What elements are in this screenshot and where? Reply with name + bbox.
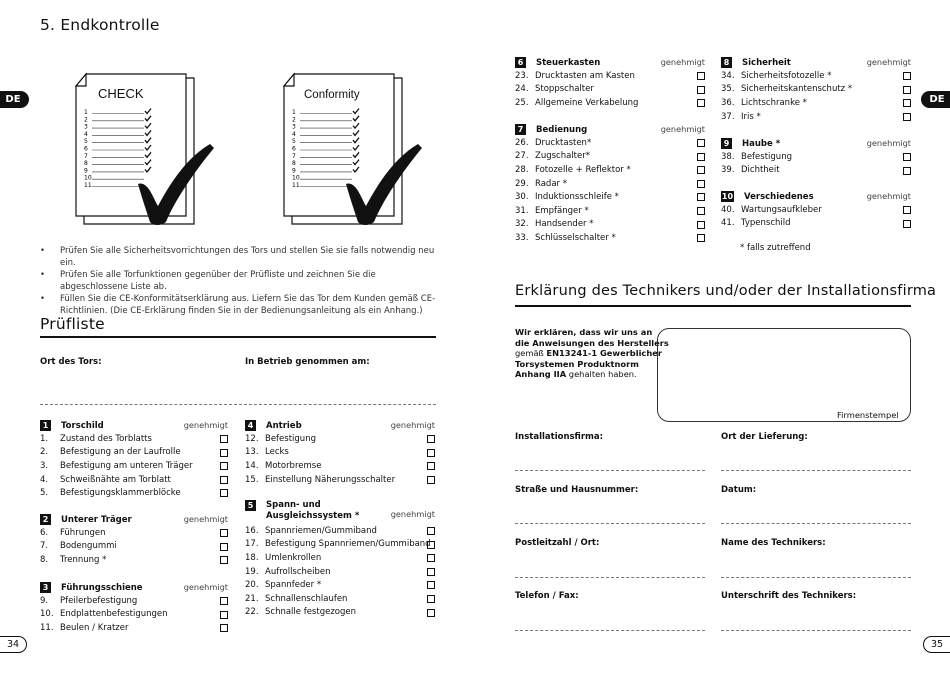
- group-number-badge: 2: [40, 514, 51, 525]
- checklist-item: [245, 459, 435, 473]
- approval-checkbox[interactable]: [697, 72, 705, 80]
- item-number: 23.: [515, 70, 529, 81]
- checklist-item: [40, 486, 228, 500]
- approval-checkbox[interactable]: [903, 99, 911, 107]
- status-label: genehmigt: [660, 124, 705, 134]
- group-number-badge: 1: [40, 420, 51, 431]
- group-header: [515, 56, 705, 69]
- signature-field[interactable]: [721, 630, 911, 631]
- checklist-item: [515, 177, 705, 191]
- item-number: 24.: [515, 84, 529, 95]
- group-title-line: Steuerkasten: [536, 57, 601, 68]
- approval-checkbox[interactable]: [697, 153, 705, 161]
- illustration-line-number: 10: [292, 174, 300, 182]
- checklist-group: [40, 419, 228, 500]
- approval-checkbox[interactable]: [697, 180, 705, 188]
- item-number: 6.: [40, 527, 49, 538]
- item-number: 18.: [245, 552, 259, 563]
- item-number: 14.: [245, 460, 259, 471]
- checklist-item: [721, 96, 911, 110]
- group-number-badge: 3: [40, 582, 51, 593]
- checklist-item: [40, 594, 228, 608]
- checklist-item: [245, 524, 435, 538]
- item-number: 27.: [515, 151, 529, 162]
- checklist-item: [40, 540, 228, 554]
- checklist-item: [515, 150, 705, 164]
- item-number: 10.: [40, 609, 54, 620]
- illustration-line-number: 2: [84, 116, 88, 124]
- approval-checkbox[interactable]: [427, 462, 435, 470]
- item-number: 8.: [40, 554, 49, 565]
- instruction-item: • Füllen Sie die CE-Konformitätserklärung aus. Liefern Sie das Tor dem Kunden gemäß CE-Richtlinien. (Die CE-Erklärung finden Sie in der Bedienungsanleitung als ein Anhang.): [40, 294, 436, 317]
- status-label: genehmigt: [866, 57, 911, 67]
- declaration-line: [515, 348, 669, 359]
- group-header: [245, 419, 435, 432]
- item-label: Umlenkrollen: [265, 552, 322, 563]
- status-label: genehmigt: [866, 191, 911, 201]
- page-number-right: 35: [923, 636, 950, 653]
- declaration-fragment: gehalten haben.: [566, 369, 637, 379]
- group-header: [721, 137, 911, 150]
- group-title-line: Spann- und: [266, 500, 321, 510]
- checklist-item: [515, 190, 705, 204]
- approval-checkbox[interactable]: [427, 609, 435, 617]
- item-number: 30.: [515, 192, 529, 203]
- approval-checkbox[interactable]: [427, 476, 435, 484]
- illustration-line-number: 7: [292, 152, 296, 160]
- checklist-group: [515, 123, 705, 245]
- phone-field[interactable]: [515, 630, 705, 631]
- group-title: [742, 139, 780, 149]
- illustration-line-number: 5: [84, 138, 88, 146]
- group-number-badge: 9: [721, 138, 732, 149]
- checklist-item: [515, 218, 705, 232]
- status-label: genehmigt: [183, 514, 228, 524]
- delivery-field[interactable]: [721, 470, 911, 471]
- item-label: Bodengummi: [60, 541, 117, 552]
- item-label: Drucktasten am Kasten: [535, 70, 635, 81]
- item-label: Stoppschalter: [535, 84, 594, 95]
- checklist-group: [245, 419, 435, 486]
- illustration-line-number: 5: [292, 138, 296, 146]
- checklist-item: [40, 553, 228, 567]
- item-number: 39.: [721, 165, 735, 176]
- item-number: 40.: [721, 204, 735, 215]
- checklist-item: [515, 83, 705, 97]
- checklist-item: [721, 110, 911, 124]
- item-number: 13.: [245, 447, 259, 458]
- checklist-item: [40, 432, 228, 446]
- approval-checkbox[interactable]: [697, 166, 705, 174]
- checklist-item: [721, 164, 911, 178]
- tech-name-field[interactable]: [721, 577, 911, 578]
- checklist-group: [721, 137, 911, 177]
- approval-checkbox[interactable]: [427, 435, 435, 443]
- item-label: Allgemeine Verkabelung: [535, 97, 639, 108]
- illustration-line-number: 10: [84, 174, 92, 182]
- signature-label: Unterschrift des Technikers:: [721, 591, 857, 601]
- checklist-item: [40, 446, 228, 460]
- item-label: Handsender *: [535, 219, 594, 230]
- declaration-line: [515, 369, 669, 380]
- item-number: 36.: [721, 97, 735, 108]
- company-stamp-box[interactable]: [657, 328, 911, 422]
- checklist-item: [40, 621, 228, 635]
- company-label: Installationsfirma:: [515, 432, 604, 442]
- instruction-item: • Prüfen Sie alle Sicherheitsvorrichtungen des Tors und stellen Sie sie falls notwendig neu ein.: [40, 246, 436, 269]
- group-number-badge: 10: [721, 192, 734, 201]
- approval-checkbox[interactable]: [697, 193, 705, 201]
- item-label: Zugschalter*: [535, 151, 590, 162]
- approval-checkbox[interactable]: [697, 221, 705, 229]
- item-number: 33.: [515, 232, 529, 243]
- item-label: Spannriemen/Gummiband: [265, 525, 377, 536]
- checklist-item: [515, 163, 705, 177]
- group-title-line: Unterer Träger: [61, 514, 132, 525]
- item-label: Lecks: [265, 447, 289, 458]
- checklist-item: [245, 432, 435, 446]
- item-number: 2.: [40, 447, 49, 458]
- item-label: Empfänger *: [535, 205, 589, 216]
- group-title-line: Torschild: [61, 420, 104, 431]
- item-number: 19.: [245, 566, 259, 577]
- checklist-item: [245, 578, 435, 592]
- item-number: 31.: [515, 205, 529, 216]
- item-label: Typenschild: [741, 218, 791, 229]
- declaration-line: Wir erklären, dass wir uns an: [515, 327, 653, 337]
- approval-checkbox[interactable]: [220, 435, 228, 443]
- illustration-line-number: 8: [84, 160, 88, 168]
- date-label: Datum:: [721, 485, 757, 495]
- item-number: 34.: [721, 70, 735, 81]
- item-label: Befestigung Spannriemen/Gummiband: [265, 539, 431, 550]
- item-label: Schlüsselschalter *: [535, 232, 616, 243]
- item-number: 21.: [245, 593, 259, 604]
- illustration-line-number: 9: [84, 167, 88, 175]
- group-title: [61, 421, 104, 431]
- illustration-line-number: 11: [292, 182, 300, 189]
- conformity-document-illustration: [270, 72, 430, 232]
- section-title: 5. Endkontrolle: [40, 16, 160, 34]
- group-title-line: Antrieb: [266, 420, 302, 431]
- approval-checkbox[interactable]: [427, 449, 435, 457]
- approval-checkbox[interactable]: [220, 529, 228, 537]
- instruction-item: • Prüfen Sie alle Torfunktionen gegenüber der Prüfliste und zeichnen Sie die abgeschlossene Liste ab.: [40, 270, 436, 293]
- illustration-line-number: 3: [84, 123, 88, 131]
- approval-checkbox[interactable]: [427, 527, 435, 535]
- item-label: Dichtheit: [741, 165, 780, 176]
- item-label: Induktionsschleife *: [535, 192, 619, 203]
- approval-checkbox[interactable]: [697, 207, 705, 215]
- item-label: Wartungsaufkleber: [741, 204, 822, 215]
- status-label: genehmigt: [390, 420, 435, 430]
- checklist-item: [721, 203, 911, 217]
- item-number: 5.: [40, 488, 49, 499]
- divider: [40, 336, 436, 338]
- group-number-badge: 6: [515, 57, 526, 68]
- item-number: 25.: [515, 97, 529, 108]
- item-number: 16.: [245, 525, 259, 536]
- item-label: Endplattenbefestigungen: [60, 609, 168, 620]
- approval-checkbox[interactable]: [697, 86, 705, 94]
- conformity-label: Conformity: [304, 89, 360, 101]
- approval-checkbox[interactable]: [903, 86, 911, 94]
- checklist-item: [245, 538, 435, 552]
- check-document-illustration: [62, 72, 222, 232]
- checklist-item: [515, 69, 705, 83]
- item-number: 38.: [721, 151, 735, 162]
- checklist-item: [515, 136, 705, 150]
- item-number: 28.: [515, 164, 529, 175]
- group-number-badge: 4: [245, 420, 256, 431]
- checklist-item: [721, 217, 911, 231]
- status-label: genehmigt: [183, 582, 228, 592]
- item-label: Befestigungsklammerblöcke: [60, 488, 181, 499]
- checklist-item: [40, 526, 228, 540]
- illustration-line-number: 6: [84, 145, 88, 153]
- approval-checkbox[interactable]: [697, 139, 705, 147]
- location-field[interactable]: [40, 404, 436, 405]
- tech-name-label: Name des Technikers:: [721, 538, 826, 548]
- item-number: 26.: [515, 137, 529, 148]
- approval-checkbox[interactable]: [427, 595, 435, 603]
- item-number: 20.: [245, 580, 259, 591]
- commissioned-label: In Betrieb genommen am:: [245, 357, 370, 367]
- zip-label: Postleitzahl / Ort:: [515, 538, 600, 548]
- item-number: 9.: [40, 595, 49, 606]
- item-label: Einstellung Näherungsschalter: [265, 474, 396, 485]
- approval-checkbox[interactable]: [427, 568, 435, 576]
- phone-label: Telefon / Fax:: [515, 591, 579, 601]
- group-header: [245, 500, 435, 524]
- group-number-badge: 5: [245, 500, 256, 511]
- group-title: [742, 58, 791, 68]
- approval-checkbox[interactable]: [220, 489, 228, 497]
- illustration-line-number: 11: [84, 182, 92, 189]
- item-label: Schnallenschlaufen: [265, 593, 348, 604]
- declaration-fragment: gemäß: [515, 348, 547, 358]
- checklist-item: [721, 83, 911, 97]
- zip-field[interactable]: [515, 577, 705, 578]
- item-label: Iris *: [741, 111, 761, 122]
- item-number: 29.: [515, 178, 529, 189]
- approval-checkbox[interactable]: [220, 556, 228, 564]
- approval-checkbox[interactable]: [220, 597, 228, 605]
- checklist-item: [40, 608, 228, 622]
- checklist-group: [40, 581, 228, 635]
- checklist-item: [245, 551, 435, 565]
- item-number: 41.: [721, 218, 735, 229]
- item-label: Befestigung: [741, 151, 792, 162]
- item-number: 4.: [40, 474, 49, 485]
- checklist-group: [721, 56, 911, 123]
- approval-checkbox[interactable]: [427, 581, 435, 589]
- illustration-line-number: 8: [292, 160, 296, 168]
- illustration-line-number: 7: [84, 152, 88, 160]
- group-title-line: Bedienung: [536, 124, 588, 135]
- checklist-item: [245, 446, 435, 460]
- approval-checkbox[interactable]: [220, 624, 228, 632]
- item-label: Sicherheitsfotozelle *: [741, 70, 832, 81]
- item-label: Beulen / Kratzer: [60, 622, 129, 633]
- group-header: [40, 581, 228, 594]
- status-label: genehmigt: [660, 57, 705, 67]
- location-label: Ort des Tors:: [40, 357, 102, 367]
- illustration-line-number: 9: [292, 167, 296, 175]
- street-label: Straße und Hausnummer:: [515, 485, 639, 495]
- checklist-item: [245, 592, 435, 606]
- footnote: * falls zutreffend: [740, 243, 811, 253]
- approval-checkbox[interactable]: [220, 611, 228, 619]
- declaration-text: [515, 327, 669, 380]
- item-number: 37.: [721, 111, 735, 122]
- group-header: [515, 123, 705, 136]
- approval-checkbox[interactable]: [427, 554, 435, 562]
- group-title: [266, 500, 359, 522]
- illustration-line-number: 4: [84, 130, 88, 138]
- checklist-item: [721, 150, 911, 164]
- illustration-line-number: 6: [292, 145, 296, 153]
- item-number: 1.: [40, 433, 49, 444]
- group-title: [61, 515, 132, 525]
- item-label: Trennung *: [60, 554, 107, 565]
- approval-checkbox[interactable]: [903, 167, 911, 175]
- approval-checkbox[interactable]: [697, 99, 705, 107]
- item-label: Spannfeder *: [265, 580, 322, 591]
- group-title-line: Haube *: [742, 138, 781, 149]
- stamp-label: Firmenstempel: [837, 410, 899, 420]
- illustration-line-number: 1: [84, 109, 88, 116]
- check-label: CHECK: [98, 86, 144, 101]
- declaration-line: die Anweisungen des Herstellers: [515, 337, 669, 348]
- declaration-title: Erklärung des Technikers und/oder der Installationsfirma: [515, 283, 937, 299]
- item-label: Pfeilerbefestigung: [60, 595, 138, 606]
- group-title-line: Ausgleichssystem *: [266, 511, 360, 521]
- checklist-group: [721, 190, 911, 230]
- group-number-badge: 8: [721, 57, 732, 68]
- group-header: [40, 513, 228, 526]
- item-number: 7.: [40, 541, 49, 552]
- item-label: Schweißnähte am Torblatt: [60, 474, 171, 485]
- status-label: genehmigt: [390, 509, 435, 519]
- language-tab-left: DE: [0, 91, 29, 108]
- group-title-line: Sicherheit: [742, 57, 791, 68]
- approval-checkbox[interactable]: [220, 543, 228, 551]
- group-header: [40, 419, 228, 432]
- checklist-item: [245, 473, 435, 487]
- status-label: genehmigt: [183, 420, 228, 430]
- item-number: 12.: [245, 433, 259, 444]
- declaration-fragment: Anhang IIA: [515, 369, 567, 379]
- group-title-line: Führungsschiene: [61, 582, 143, 593]
- approval-checkbox[interactable]: [903, 72, 911, 80]
- item-number: 15.: [245, 474, 259, 485]
- item-number: 11.: [40, 622, 54, 633]
- item-label: Führungen: [60, 527, 106, 538]
- item-label: Schnalle festgezogen: [265, 607, 356, 618]
- item-label: Lichtschranke *: [741, 97, 807, 108]
- item-label: Radar *: [535, 178, 567, 189]
- checklist-item: [515, 96, 705, 110]
- declaration-fragment: EN13241-1 Gewerblicher: [546, 348, 662, 358]
- approval-checkbox[interactable]: [220, 462, 228, 470]
- checklist-item: [515, 231, 705, 245]
- company-field[interactable]: [515, 470, 705, 471]
- item-label: Drucktasten*: [535, 137, 592, 148]
- item-number: 35.: [721, 84, 735, 95]
- item-label: Zustand des Torblatts: [60, 433, 152, 444]
- item-number: 22.: [245, 607, 259, 618]
- group-title: [61, 583, 143, 593]
- checklist-item: [245, 606, 435, 620]
- group-title-line: Verschiedenes: [744, 191, 814, 202]
- checklist-item: [515, 204, 705, 218]
- group-header: [721, 190, 911, 203]
- illustration-line-number: 4: [292, 130, 296, 138]
- illustration-line-number: 1: [292, 109, 296, 116]
- divider: [515, 305, 911, 307]
- approval-checkbox[interactable]: [220, 449, 228, 457]
- approval-checkbox[interactable]: [427, 541, 435, 549]
- declaration-line: Torsystemen Produktnorm: [515, 358, 639, 369]
- status-label: genehmigt: [866, 138, 911, 148]
- checklist-title: Prüfliste: [40, 315, 105, 333]
- item-label: Befestigung am unteren Träger: [60, 460, 193, 471]
- approval-checkbox[interactable]: [903, 220, 911, 228]
- language-tab-right: DE: [921, 91, 950, 108]
- group-header: [721, 56, 911, 69]
- group-title: [536, 125, 587, 135]
- date-field[interactable]: [721, 523, 911, 524]
- illustration-line-number: 2: [292, 116, 296, 124]
- approval-checkbox[interactable]: [903, 206, 911, 214]
- delivery-label: Ort der Lieferung:: [721, 432, 808, 442]
- checklist-item: [40, 473, 228, 487]
- checklist-group: [515, 56, 705, 110]
- item-number: 3.: [40, 460, 49, 471]
- instruction-list: [40, 246, 436, 318]
- group-title: [744, 192, 814, 202]
- item-label: Befestigung: [265, 433, 316, 444]
- item-label: Motorbremse: [265, 460, 322, 471]
- item-label: Sicherheitskantenschutz *: [741, 84, 853, 95]
- item-label: Aufrollscheiben: [265, 566, 331, 577]
- checklist-group: [40, 513, 228, 567]
- approval-checkbox[interactable]: [903, 113, 911, 121]
- group-title: [536, 58, 600, 68]
- checklist-item: [245, 565, 435, 579]
- approval-checkbox[interactable]: [220, 476, 228, 484]
- item-label: Befestigung an der Laufrolle: [60, 447, 181, 458]
- approval-checkbox[interactable]: [697, 234, 705, 242]
- item-number: 32.: [515, 219, 529, 230]
- approval-checkbox[interactable]: [903, 153, 911, 161]
- checklist-group: [245, 500, 435, 619]
- page-number-left: 34: [0, 636, 27, 653]
- group-number-badge: 7: [515, 124, 526, 135]
- checklist-item: [721, 69, 911, 83]
- street-field[interactable]: [515, 523, 705, 524]
- item-label: Fotozelle + Reflektor *: [535, 164, 631, 175]
- group-title: [266, 421, 302, 431]
- item-number: 17.: [245, 539, 259, 550]
- illustration-line-number: 3: [292, 123, 296, 131]
- checklist-item: [40, 459, 228, 473]
